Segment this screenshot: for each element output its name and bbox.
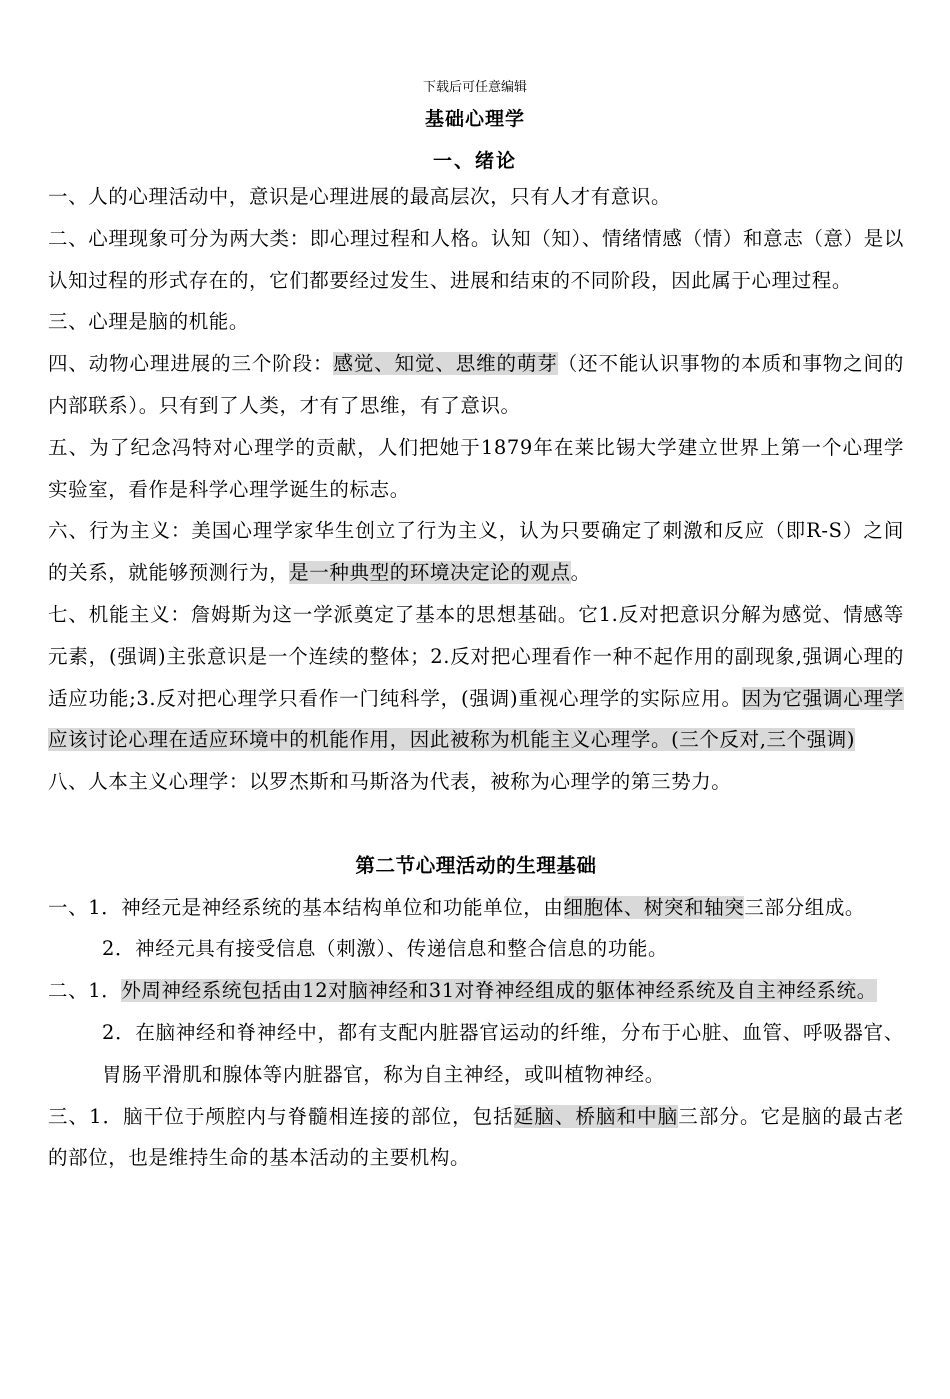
paragraph-4-text-end: （还不能认识事物的本质和事物之间的内部联系）。只有到了人类，才有了思维，有了意识。 [48, 352, 905, 417]
section-2-item-3 [48, 1096, 904, 1180]
download-note: 下载后可任意编辑 [422, 80, 527, 95]
paragraph-7-text: 七、机能主义：詹姆斯为这一学派奠定了基本的思想基础。它1.反对把意识分解为感觉、情感等元素，(强调)主张意识是一个连续的整体；2.反对把心理看作一种不起作用的副现象,强调心理的适应功能;3.反对把心理学只看作一门纯科学，(强调)重视心理学的实际应用。 [48, 602, 904, 710]
paragraph-6-text: 六、行为主义：美国心理学家华生创立了行为主义，认为只要确定了刺激和反应（即R-S）之间的关系，就能够预测行为， [48, 519, 904, 585]
paragraph-8: 八、人本主义心理学：以罗杰斯和马斯洛为代表，被称为心理学的第三势力。 [48, 770, 732, 794]
highlighted-text: 外周神经系统包括由12对脑神经和31对脊神经组成的躯体神经系统及自主神经系统。 [121, 979, 877, 1003]
section-2-item-2-sub-2: 2．在脑神经和脊神经中，都有支配内脏器官运动的纤维，分布于心脏、血管、呼吸器官、胃肠平滑肌和腺体等内脏器官，称为自主神经，或叫植物神经。 [102, 1020, 904, 1086]
section-2-item-1-sub-2: 2．神经元具有接受信息（刺激）、传递信息和整合信息的功能。 [102, 937, 669, 961]
section-2-item-1 [48, 887, 904, 929]
paragraph-5: 五、为了纪念冯特对心理学的贡献，人们把她于1879年在莱比锡大学建立世界上第一个心理学实验室，看作是科学心理学诞生的标志。 [48, 435, 904, 501]
section-2-item-1-text: 一、1．神经元是神经系统的基本结构单位和功能单位，由 [48, 895, 564, 919]
paragraph-7 [48, 594, 904, 761]
document-title: 基础心理学 [424, 108, 525, 130]
highlighted-text: 感觉、知觉、思维的萌芽 [333, 352, 558, 376]
chapter-heading: 一、绪论 [432, 150, 517, 172]
section-2-item-1-text-end: 三部分组成。 [744, 895, 866, 919]
paragraph-6 [48, 510, 904, 594]
section-2-item-2 [48, 970, 904, 1012]
section-2-item-3-text: 三、1．脑干位于颅腔内与脊髓相连接的部位，包括 [48, 1104, 514, 1128]
paragraph-6-text-end: 。 [570, 561, 591, 585]
section-2-item-3-text-end: 三部分。它是脑的最古老的部位，也是维持生命的基本活动的主要机构。 [48, 1104, 904, 1170]
highlighted-text: 因为它强调心理学应该讨论心理在适应环境中的机能作用，因此被称为机能主义心理学。(三个反对,三个强调) [48, 686, 904, 752]
highlighted-text: 是一种典型的环境决定论的观点 [289, 561, 571, 585]
paragraph-4-text: 四、动物心理进展的三个阶段： [48, 352, 334, 376]
document-body [48, 176, 904, 1179]
paragraph-1: 一、人的心理活动中，意识是心理进展的最高层次，只有人才有意识。 [48, 185, 672, 208]
highlighted-text: 细胞体、树突和轴突 [563, 895, 745, 919]
paragraph-4 [48, 343, 904, 427]
paragraph-2: 二、心理现象可分为两大类：即心理过程和人格。认知（知）、情绪情感（情）和意志（意）是以认知过程的形式存在的，它们都要经过发生、进展和结束的不同阶段，因此属于心理过程。 [48, 226, 904, 292]
paragraph-3: 三、心理是脑的机能。 [48, 310, 250, 334]
section-2-item-2-text: 二、1． [48, 979, 122, 1003]
highlighted-text: 延脑、桥脑和中脑 [513, 1104, 679, 1128]
section-2-title: 第二节心理活动的生理基础 [355, 853, 597, 877]
